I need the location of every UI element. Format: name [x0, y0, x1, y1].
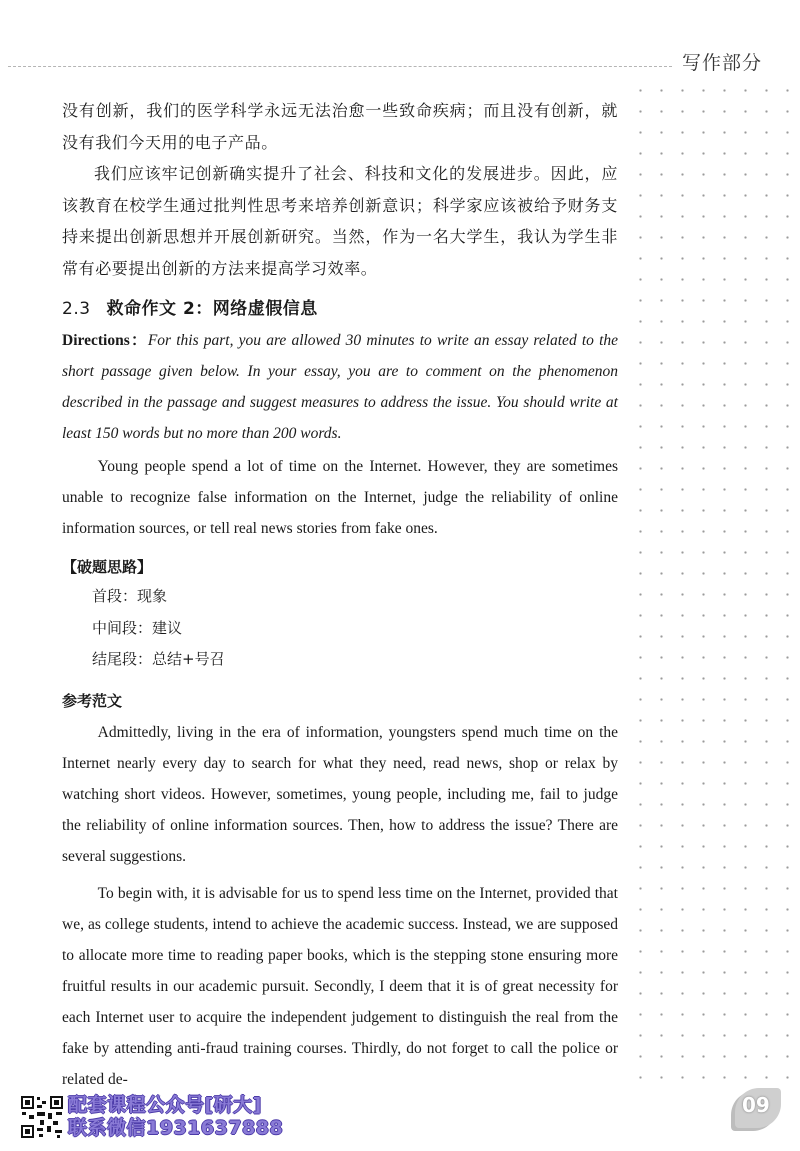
thinking-heading: 【破题思路】 [62, 558, 153, 576]
body-paragraph: 我们应该牢记创新确实提升了社会、科技和文化的发展进步。因此，应该教育在校学生通过批判性思考来培养创新意识；科学家应该被给予财务支持来提出创新思想并开展创新研究。当然，作为一名大学生，我认为学生非常有必要提出创新的方法来提高学习效率。 [62, 164, 618, 278]
promo-line: 联系微信1931637888 [68, 1117, 284, 1139]
outline-item: 中间段：建议 [92, 618, 183, 637]
prompt-paragraph: Young people spend a lot of time on the Internet. However, they are sometimes unable to recognize false information on the Internet, judge the reliability of online information sources, or tell real news stories from fake ones. [62, 458, 618, 537]
page-body [62, 95, 618, 1095]
outline-item: 首段：现象 [92, 587, 168, 605]
directions-paragraph [62, 325, 618, 449]
section-number: 2.3 [62, 299, 91, 319]
directions-label: Directions： [62, 332, 148, 349]
directions-text: For this part, you are allowed 30 minutes to write an essay related to the short passage given below. In your essay, you are to comment on the phenomenon described in the passage and suggest measures to address the issue. You should write at least 150 words but no more than 200 words. [62, 332, 619, 442]
section-title: 救命作文 2：网络虚假信息 [106, 299, 318, 319]
body-paragraph: 没有创新，我们的医学科学永远无法治愈一些致命疾病；而且没有创新，就没有我们今天用的电子产品。 [62, 101, 618, 152]
model-paragraph: To begin with, it is advisable for us to spend less time on the Internet, provided that we, as college students, intend to achieve the academic success. Instead, we are supposed to allocate more time to reading paper books, which is the stepping stone ensuring more fruitful results in our academic pursuit. Secondly, I deem that it is of great necessity for each Internet user to acquire the independent judgement to distinguish the real from the fake by attending anti-fraud training courses. Thirdly, do not forget to call the police or related de- [62, 884, 618, 1088]
model-essay-heading: 参考范文 [62, 691, 123, 710]
page-number: 09 [742, 1093, 770, 1117]
model-paragraph: Admittedly, living in the era of information, youngsters spend much time on the Internet nearly every day to search for what they need, read news, shop or relax by watching short videos. However, sometimes, young people, including me, fail to judge the reliability of online information sources. Then, how to address the issue? There are several suggestions. [62, 723, 618, 865]
section-heading [62, 294, 618, 319]
outline-item: 结尾段：总结+号召 [92, 650, 225, 668]
running-header: 写作部分 [682, 52, 763, 74]
dot-grid-decoration [630, 80, 800, 1090]
promo-line: 配套课程公众号[研大] [68, 1094, 262, 1116]
promo-watermark [68, 1094, 283, 1140]
qr-code-icon [20, 1095, 64, 1139]
header-divider [8, 66, 672, 67]
